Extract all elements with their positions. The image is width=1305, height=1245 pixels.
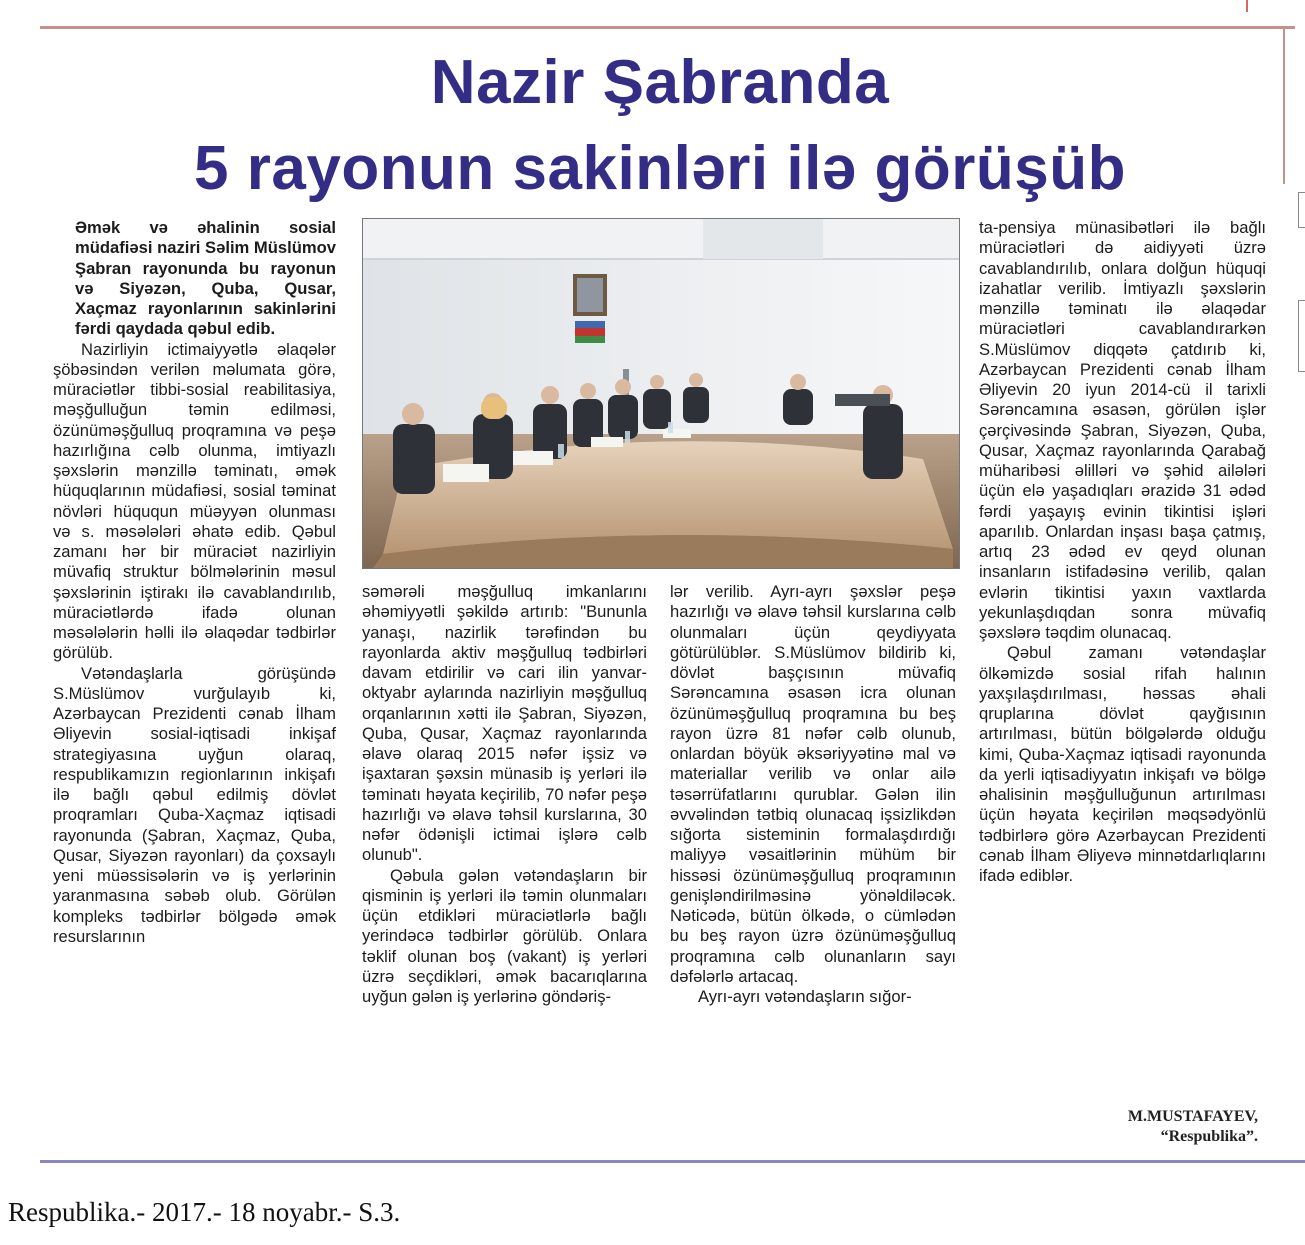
top-edge-mark <box>1246 0 1248 12</box>
article-column-1 <box>53 218 336 947</box>
meeting-photo <box>362 218 960 569</box>
body-paragraph: lər verilib. Ayrı-ayrı şəxslər peşə hazırlığı və əlavə təhsil kurslarına cəlb olunmaları üçün qeydiyyata götürülüblər. S.Müslümov bildirib ki, dövlət başçısının müvafiq Sərəncamına əsasən icra olunan özünüməşğulluq proqramına bu beş rayon üzrə 81 nəfər cəlb olunub, onlardan böyük əksəriyyətinə mal və materiallar verilib və onlar ailə təsərrüfatlarını qurublar. Gələn ilin əvvəlindən tətbiq olunacaq işsizlikdən sığorta sisteminin formalaşdırdığı maliyyə vəsaitlərinin mühüm bir hissəsi özünüməşğulluq proqramının genişləndirilməsinə yönəldiləcək. Nəticədə, bütün ölkədə, o cümlədən bu beş rayon üzrə özünüməşğulluq proqramına cəlb olunanların sayı dəfələrlə artacaq. <box>670 582 956 986</box>
body-paragraph: Nazirliyin ictimaiyyətlə əlaqələr şöbəsindən verilən məlumata görə, müraciətlər tibbi-sosial reabilitasiya, məşğulluğun təmin edilməsi, özünüməşğulluq proqramına və peşə hazırlığına cəlb olunma, imtiyazlı şəxslərin mənzillə təminatı, əmək hüquqlarının müdafiəsi, sosial təminat növləri hüququn müəyyən olunması və s. məsələləri əhatə edib. Qəbul zamanı hər bir müraciət nazirliyin müvafiq struktur bölmələrinin məsul şəxslərinin iştirakı ilə cavablandırılıb, müraciətlərdə ifadə olunan məsələlərin həlli ilə əlaqədar tədbirlər görülüb. <box>53 339 336 663</box>
top-rule <box>40 26 1295 29</box>
body-paragraph: Qəbula gələn vətəndaşların bir qisminin iş yerləri ilə təmin olunmaları üçün etdikləri müraciətlərlə bağlı yerindəcə tədbirlər görülüb. Onlara təklif olunan boş (vakant) iş yerləri üzrə seçdikləri, əmək bacarıqlarına uyğun gələn iş yerlərinə göndəriş- <box>362 865 647 1006</box>
body-paragraph: səmərəli məşğulluq imkanlarını əhəmiyyətli şəkildə artırıb: "Bununla yanaşı, nazirlik tərəfindən bu rayonlarda aktiv məşğulluq tədbirləri davam etdirilir və cari ilin yanvar-oktyabr aylarında nazirliyin məşğulluq orqanlarının xətti ilə Şabran, Siyəzən, Quba, Qusar, Xaçmaz rayonlarında əlavə olaraq 2015 nəfər işsiz və işaxtaran şəxsin münasib iş yerləri ilə təminatı həyata keçirilib, 70 nəfər peşə hazırlığı və əlavə təhsil kurslarına, 30 nəfər ödənişli ictimai işlərə cəlb olunub". <box>362 582 647 865</box>
headline-line-2: 5 rayonun sakinləri ilə görüşüb <box>194 134 1126 203</box>
article-column-4 <box>979 218 1266 886</box>
article-column-2 <box>362 582 647 1007</box>
source-citation: Respublika.- 2017.- 18 noyabr.- S.3. <box>8 1197 401 1227</box>
body-paragraph: Ayrı-ayrı vətəndaşların sığor- <box>698 987 912 1006</box>
right-rule <box>1283 26 1285 184</box>
author-signature: M.MUSTAFAYEV, <box>1127 1108 1258 1125</box>
body-paragraph: ta-pensiya münasibətləri ilə bağlı müraciətləri də aidiyyəti üzrə cavablandırılıb, onlara dolğun hüquqi izahatlar verilib. İmtiyazlı şəxslərin mənzillə təminatı ilə əlaqədar müraciətləri cavablandırarkən S.Müslümov diqqətə çatdırıb ki, Azərbaycan Prezidenti cənab İlham Əliyevin 20 iyun 2014-cü il tarixli Sərəncamına əsasən, görülən işlər çərçivəsində Şabran, Siyəzən, Quba, Qusar, Xaçmaz rayonlarında Qarabağ müharibəsi əlilləri və şəhid ailələri üçün elə yaşadıqları ərazidə 31 ədəd fərdi yaşayış evinin tikintisi işləri aparılıb. Onlardan inşası başa çatmış, artıq 23 ədəd ev qeyd olunan insanların istifadəsinə verilib, qalan evlərin tikintisi yaxın vaxtlarda yekunlaşdıqdan sonra müvafiq şəxslərə təqdim olunacaq. <box>979 218 1266 642</box>
headline-line-1: Nazir Şabranda <box>430 48 890 117</box>
lead-paragraph: Əmək və əhalinin sosial müdafiəsi naziri Səlim Müslümov Şabran rayonunda bu rayonun və Siyəzən, Quba, Qusar, Xaçmaz rayonlarının sakinlərini fərdi qaydada qəbul edib. <box>75 218 336 339</box>
body-paragraph: Qəbul zamanı vətəndaşlar ölkəmizdə sosial rifah halının yaxşılaşdırılması, həssas əhali qruplarına dövlət qayğısının artırılması, bütün bölgələrdə olduğu kimi, Quba-Xaçmaz iqtisadi rayonunda da yerli iqtisadiyyatın inkişafı və bölgə əhalisinin məşğulluğunun artırılması üçün həyata keçirilən məqsədyönlü tədbirlərə görə Azərbaycan Prezidenti cənab İlham Əliyevə minnətdarlıqlarını ifadə ediblər. <box>979 643 1266 885</box>
article-column-3 <box>670 582 956 1007</box>
page-edge-mark <box>1298 300 1305 372</box>
body-paragraph: Vətəndaşlarla görüşündə S.Müslümov vurğulayıb ki, Azərbaycan Prezidenti cənab İlham Əliyevin sosial-iqtisadi inkişaf strategiyasına uyğun olaraq, respublikamızın regionlarının inkişafı ilə bağlı qəbul edilmiş dövlət proqramları Quba-Xaçmaz iqtisadi rayonunda (Şabran, Xaçmaz, Quba, Qusar, Siyəzən rayonları) da çoxsaylı yeni müəssisələrin və iş yerlərinin yaranmasına səbəb olub. Görülən kompleks tədbirlər bölgədə əmək resurslarının <box>53 663 336 946</box>
newspaper-signature: “Respublika”. <box>1160 1128 1258 1145</box>
page-edge-mark <box>1298 192 1305 228</box>
bottom-rule <box>40 1160 1305 1163</box>
